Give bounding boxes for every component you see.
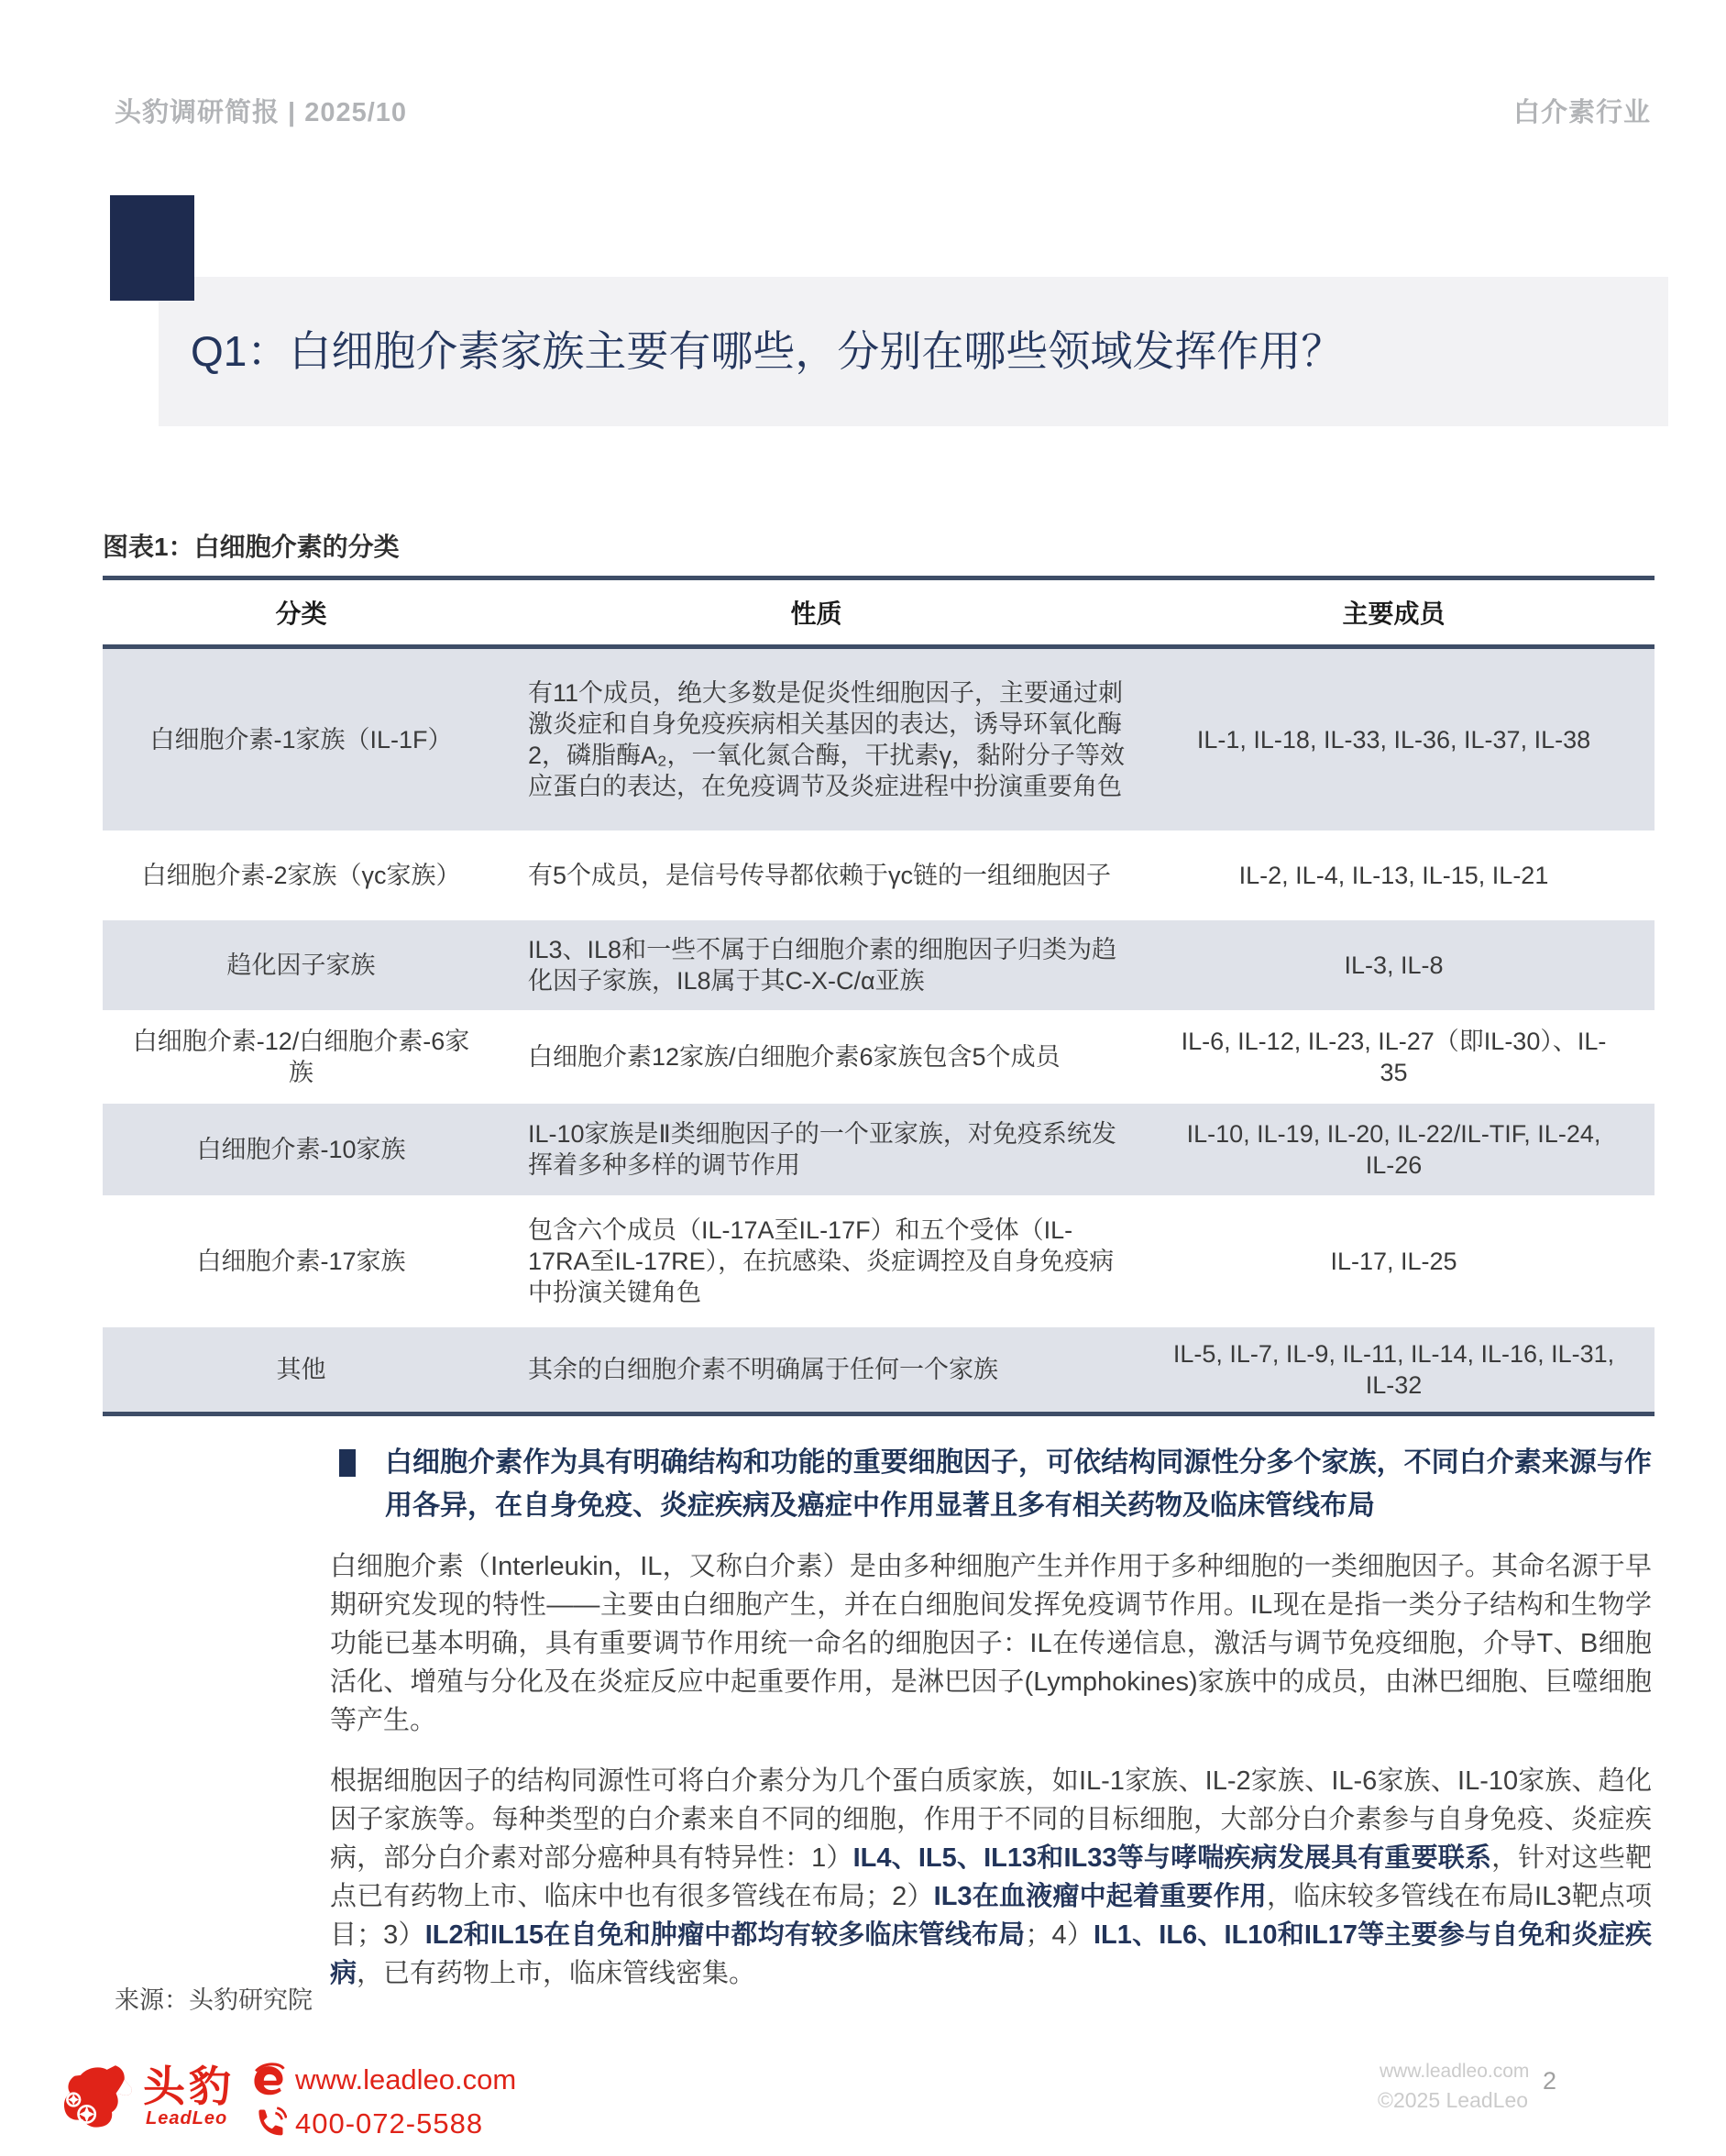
cell-members: IL-3, IL-8	[1344, 952, 1444, 979]
watermark-copyright: ©2025 LeadLeo	[1378, 2088, 1529, 2112]
title-accent-square	[110, 195, 194, 301]
cell-property: 有5个成员，是信号传导都依赖于γc链的一组细胞因子	[528, 862, 1112, 889]
table-row	[103, 1195, 1655, 1327]
square-bullet-icon	[339, 1449, 356, 1477]
body-paragraph-1: 白细胞介素（Interleukin，IL，又称白介素）是由多种细胞产生并作用于多种细胞的一类细胞因子。其命名源于早期研究发现的特性——主要由白细胞产生，并在白细胞间发挥免疫调节作用。IL现在是指一类分子结构和生物学功能已基本明确，具有重要调节作用统一命名的细胞因子：IL在传递信息，激活与调节免疫细胞，介导T、B细胞活化、增殖与分化及在炎症反应中起重要作用，是淋巴因子(Lymphokines)家族中的成员，由淋巴细胞、巨噬细胞等产生。	[330, 1552, 1652, 1735]
cell-property: IL3、IL8和一些不属于白细胞介素的细胞因子归类为趋化因子家族，IL8属于其C-X-C/α亚族	[528, 936, 1117, 995]
cell-property: 其余的白细胞介素不明确属于任何一个家族	[528, 1356, 998, 1383]
footer-phone: 400-072-5588	[295, 2107, 484, 2140]
summary-bullet-block	[339, 1441, 1652, 1527]
header-right: 白介素行业	[1512, 98, 1651, 127]
cell-property: IL-10家族是Ⅱ类细胞因子的一个亚家族，对免疫系统发挥着多种多样的调节作用	[528, 1120, 1116, 1179]
cell-family: 白细胞介素-1家族（IL-1F）	[149, 726, 453, 754]
paragraph-segment-emphasis: IL2和IL15在自免和肿瘤中都均有较多临床管线布局	[424, 1920, 1026, 1950]
cell-family: 白细胞介素-10家族	[196, 1136, 406, 1163]
cell-family: 白细胞介素-2家族（γc家族）	[141, 862, 461, 889]
cell-members: IL-10, IL-19, IL-20, IL-22/IL-TIF, IL-24, IL-26	[1186, 1120, 1601, 1179]
paragraph-segment: 根据细胞因子的结构同源性可将白介素分为几个蛋白质家族，如IL-1家族、IL-2家族、IL-6家族、IL-10家族、趋化因子家族等。每种类型的白介素来自不同的细胞，作用于不同的目标细胞，大部分白介素参与自身免疫、炎症疾病，部分白介素对部分癌种具有特异性：1）	[330, 1766, 1652, 1873]
phone-handset-icon	[254, 2106, 287, 2143]
paragraph-segment-emphasis: IL4、IL5、IL13和IL33等与哮喘疾病发展具有重要联系	[852, 1843, 1492, 1873]
brand-name-en: LeadLeo	[146, 2108, 228, 2128]
cell-members: IL-1, IL-18, IL-33, IL-36, IL-37, IL-38	[1196, 726, 1591, 754]
cell-property: 包含六个成员（IL-17A至IL-17F）和五个受体（IL-17RA至IL-17RE），在抗感染、炎症调控及自身免疫病中扮演关键角色	[528, 1216, 1115, 1306]
source-note: 来源：头豹研究院	[115, 1986, 313, 2014]
leopard-logo-icon	[57, 2059, 132, 2148]
paragraph-segment: ，已有药物上市，临床管线密集。	[357, 1959, 756, 1988]
cell-family: 白细胞介素-17家族	[196, 1248, 406, 1275]
brand-name-cn: 头豹	[143, 2062, 235, 2110]
browser-e-icon	[251, 2062, 286, 2101]
column-header-property: 性质	[790, 600, 842, 628]
table-header-row	[103, 580, 1655, 649]
cell-family: 趋化因子家族	[226, 952, 376, 979]
cell-family: 其他	[276, 1356, 326, 1383]
question-title-band	[159, 277, 1668, 426]
column-header-family: 分类	[275, 600, 327, 628]
table-row	[103, 920, 1655, 1010]
paragraph-segment-emphasis: IL3在血液瘤中起着重要作用	[933, 1882, 1267, 1911]
cell-property: 有11个成员，绝大多数是促炎性细胞因子，主要通过刺激炎症和自身免疫疾病相关基因的表达，诱导环氧化酶2，磷脂酶A₂，一氧化氮合酶，干扰素γ，黏附分子等效应蛋白的表达，在免疫调节及炎症进程中扮演重要角色	[528, 679, 1126, 800]
cell-members: IL-17, IL-25	[1330, 1248, 1457, 1275]
cell-members: IL-2, IL-4, IL-13, IL-15, IL-21	[1238, 862, 1549, 889]
table-row	[103, 649, 1655, 830]
table-row	[103, 1104, 1655, 1195]
footer-website[interactable]: www.leadleo.com	[295, 2063, 517, 2096]
cell-property: 白细胞介素12家族/白细胞介素6家族包含5个成员	[528, 1043, 1061, 1071]
table-row	[103, 1010, 1655, 1104]
header-left: 头豹调研简报 | 2025/10	[115, 98, 408, 127]
cell-members: IL-6, IL-12, IL-23, IL-27（即IL-30）、IL-35	[1181, 1028, 1607, 1086]
column-header-members: 主要成员	[1342, 600, 1446, 628]
table-row	[103, 830, 1655, 920]
summary-bullet-text: 白细胞介素作为具有明确结构和功能的重要细胞因子，可依结构同源性分多个家族，不同白介素来源与作用各异，在自身免疫、炎症疾病及癌症中作用显著且多有相关药物及临床管线布局	[385, 1447, 1652, 1521]
body-paragraph-2	[330, 1762, 1652, 1993]
paragraph-segment: ；4）	[1025, 1920, 1094, 1950]
paragraph-segment: ，针对这些靶点已有药物上市、临床中也有很多管线在布局；2）	[330, 1843, 1652, 1911]
table-row	[103, 1327, 1655, 1412]
interleukin-classification-table	[103, 576, 1655, 1416]
watermark-website: www.leadleo.com	[1380, 2061, 1530, 2082]
paragraph-segment-emphasis: IL1、IL6、IL10和IL17等主要参与自免和炎症疾病	[330, 1920, 1652, 1988]
page-number: 2	[1543, 2067, 1557, 2095]
cell-members: IL-5, IL-7, IL-9, IL-11, IL-14, IL-16, IL-31, IL-32	[1172, 1340, 1615, 1399]
cell-family: 白细胞介素-12/白细胞介素-6家族	[132, 1028, 470, 1086]
paragraph-segment: ，临床较多管线在布局IL3靶点项目；3）	[330, 1882, 1652, 1950]
figure-caption: 图表1：白细胞介素的分类	[103, 533, 400, 561]
question-title: Q1：白细胞介素家族主要有哪些，分别在哪些领域发挥作用？	[191, 327, 1344, 375]
